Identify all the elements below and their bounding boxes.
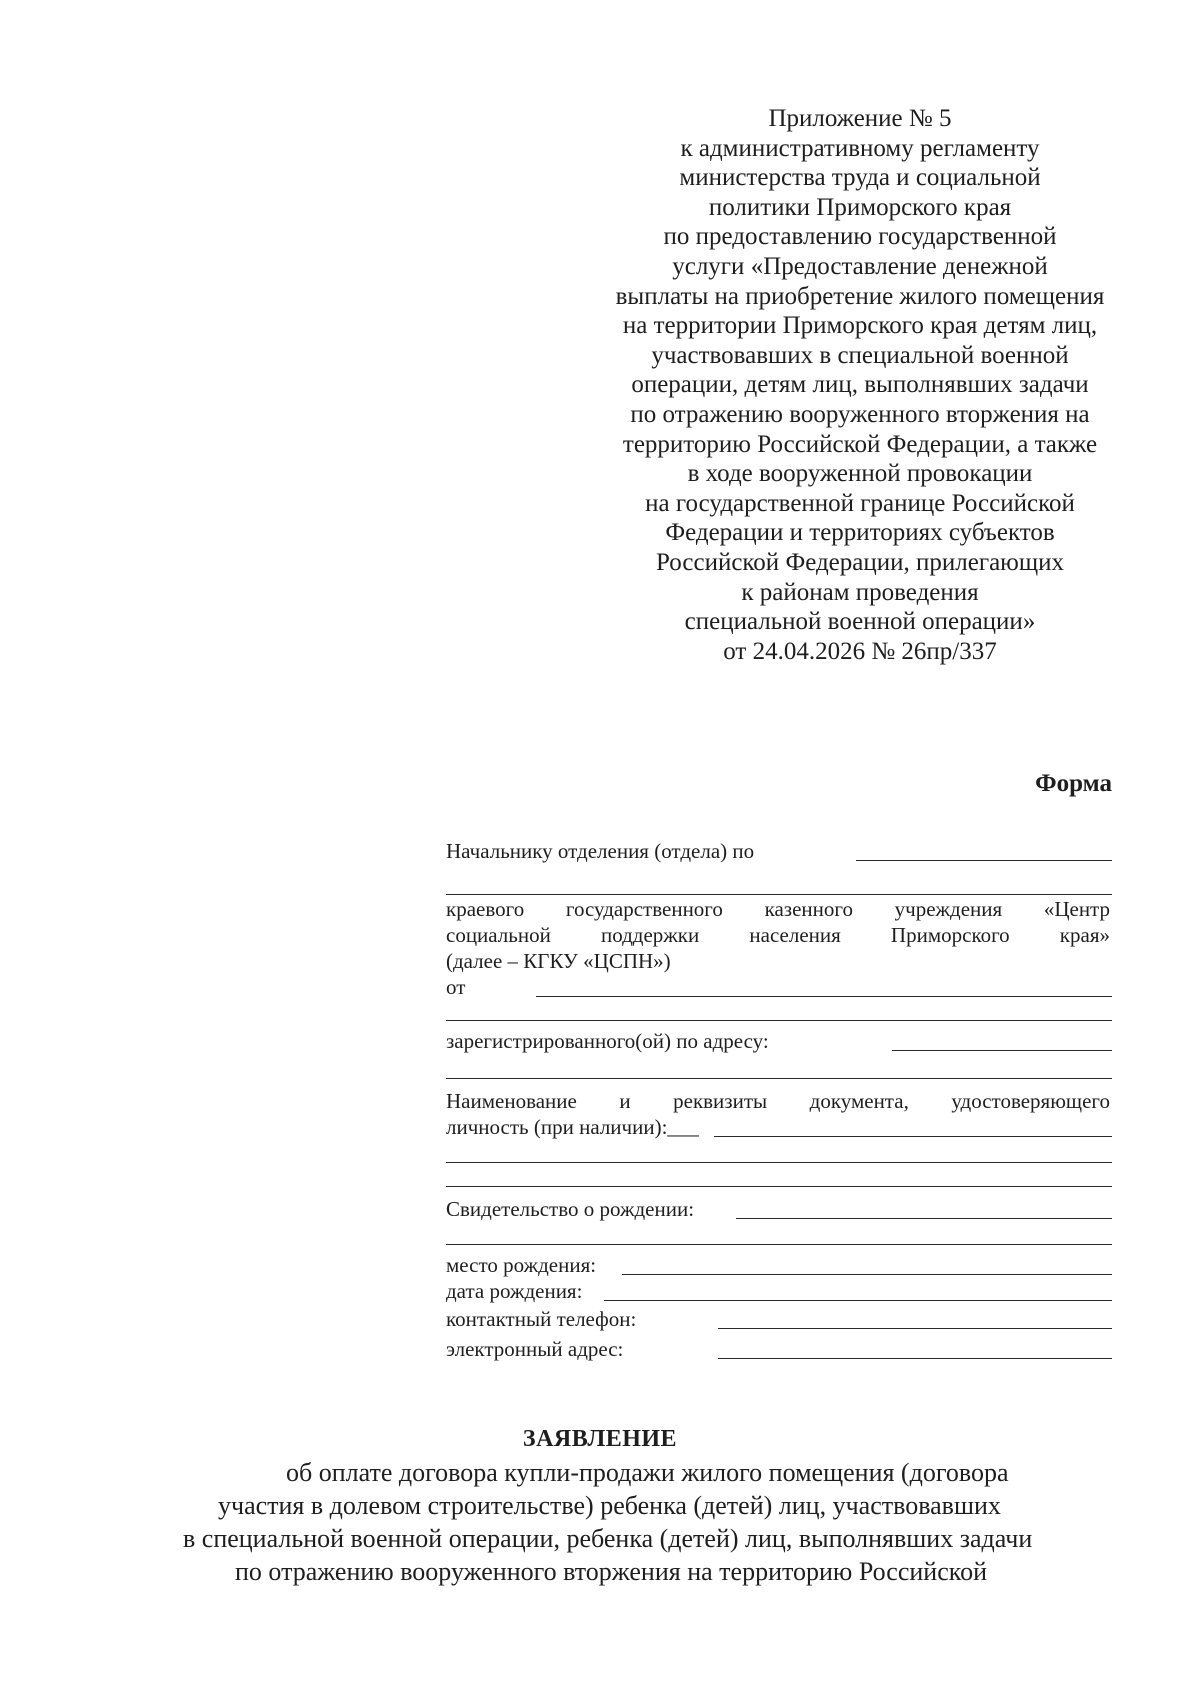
birth-certificate-label: Свидетельство о рождении: (446, 1197, 695, 1221)
birth-certificate-field-2[interactable] (446, 1244, 1112, 1245)
applicant-name-field-2[interactable] (446, 1020, 1112, 1021)
email-label: электронный адрес: (446, 1337, 624, 1361)
annex-line: специальной военной операции» (684, 608, 1036, 636)
id-document-field-2[interactable] (446, 1162, 1112, 1163)
institution-line: краевого государственного казенного учреждения «Центр (446, 897, 1110, 921)
registered-address-label: зарегистрированного(ой) по адресу: (446, 1029, 769, 1053)
form-label: Форма (1035, 770, 1112, 797)
institution-line: социальной поддержки населения Приморского края» (446, 923, 1110, 947)
statement-line: в специальной военной операции, ребенка (детей) лиц, выполнявших задачи (183, 1524, 1033, 1553)
statement-title: ЗАЯВЛЕНИЕ (522, 1426, 678, 1452)
annex-line: на государственной границе Российской (645, 489, 1075, 517)
id-document-field-3[interactable] (446, 1186, 1112, 1187)
annex-line: Российской Федерации, прилегающих (655, 548, 1064, 576)
statement-line: об оплате договора купли-продажи жилого помещения (договора (286, 1458, 1009, 1487)
statement-line: по отражению вооруженного вторжения на территорию Российской (235, 1557, 987, 1586)
head-department-field[interactable] (856, 860, 1112, 861)
birth-place-field[interactable] (622, 1274, 1112, 1275)
phone-label: контактный телефон: (446, 1307, 637, 1331)
id-document-label-2: личность (при наличии):___ (446, 1115, 699, 1139)
annex-line: к административному регламенту (680, 134, 1040, 162)
annex-line: по отражению вооруженного вторжения на (630, 400, 1090, 428)
id-document-label: Наименование и реквизиты документа, удостоверяющего (446, 1089, 1110, 1113)
head-label: Начальнику отделения (отдела) по (446, 839, 755, 863)
institution-line: (далее – КГКУ «ЦСПН») (446, 949, 671, 973)
annex-line: услуги «Предоставление денежной (672, 252, 1048, 280)
annex-line: Приложение № 5 (768, 105, 952, 132)
statement-line: участия в долевом строительстве) ребенка (детей) лиц, участвовавших (218, 1491, 1001, 1520)
annex-line: выплаты на приобретение жилого помещения (615, 282, 1105, 310)
annex-line: по предоставлению государственной (663, 223, 1057, 251)
id-document-field[interactable] (714, 1136, 1112, 1137)
statement-body (0, 1456, 1200, 1588)
from-label: от (446, 975, 466, 999)
annex-line: министерства труда и социальной (679, 164, 1041, 192)
annex-line: от 24.04.2026 № 26пр/337 (723, 637, 997, 665)
annex-line: участвовавших в специальной военной (651, 341, 1069, 369)
birth-date-label: дата рождения: (446, 1279, 583, 1303)
annex-line: на территории Приморского края детям лиц, (622, 312, 1098, 340)
birth-certificate-field[interactable] (736, 1218, 1112, 1219)
email-field[interactable] (718, 1358, 1112, 1359)
head-name-field[interactable] (446, 894, 1112, 895)
registered-address-field[interactable] (892, 1050, 1112, 1051)
annex-line: Федерации и территориях субъектов (665, 519, 1055, 547)
phone-field[interactable] (718, 1328, 1112, 1329)
birth-place-label: место рождения: (446, 1253, 597, 1277)
applicant-name-field[interactable] (536, 996, 1112, 997)
annex-line: политики Приморского края (708, 193, 1012, 221)
annex-header (560, 104, 1160, 666)
annex-line: к районам проведения (741, 578, 979, 606)
annex-line: операции, детям лиц, выполнявших задачи (631, 371, 1089, 399)
registered-address-field-2[interactable] (446, 1078, 1112, 1079)
birth-date-field[interactable] (604, 1300, 1112, 1301)
annex-line: территорию Российской Федерации, а также (622, 430, 1098, 458)
annex-line: в ходе вооруженной провокации (687, 460, 1033, 488)
